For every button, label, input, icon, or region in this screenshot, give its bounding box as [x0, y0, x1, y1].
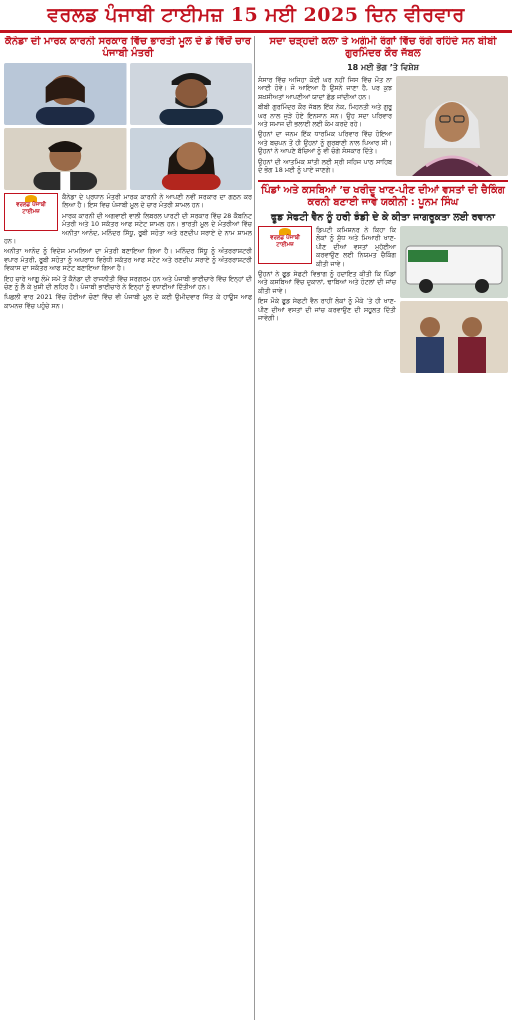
column-divider	[254, 36, 255, 1020]
logo-text: ਵਰਲਡ ਪੰਜਾਬੀ ਟਾਈਮਜ਼	[270, 234, 300, 248]
food-safety-headline: ਪਿੰਡਾਂ ਅਤੇ ਕਸਬਿਆਂ ’ਚ ਖਰੀਦੂ ਖਾਣ-ਪੀਣ ਦੀਆਂ ਵਸਤਾਂ ਦੀ ਚੈਕਿੰਗ ਕਰਨੀ ਬਣਾਈ ਜਾਵੇ ਯਕੀਨੀ : ਪੂਨਮ ਸਿੰਘ	[261, 185, 505, 209]
minister-photo-1	[4, 63, 127, 125]
left-intro: ਕੈਨੇਡਾ ਦੇ ਪ੍ਰਧਾਨ ਮੰਤਰੀ ਮਾਰਕ ਕਾਰਨੀ ਨੇ ਆਪਣੀ ਨਵੀਂ ਸਰਕਾਰ ਦਾ ਗਠਨ ਕਰ ਲਿਆ ਹੈ। ਇਸ ਵਿਚ ਪੰਜਾਬੀ ਮੂਲ ਦੇ ਚਾਰ ਮੰਤਰੀ ਸ਼ਾਮਲ ਹਨ।	[62, 193, 252, 210]
food-safety-paragraph-1: ਡਿਪਟੀ ਕਮਿਸ਼ਨਰ ਨੇ ਕਿਹਾ ਕਿ ਲੋਕਾਂ ਨੂੰ ਸ਼ੁੱਧ ਅਤੇ ਮਿਆਰੀ ਖਾਣ-ਪੀਣ ਦੀਆਂ ਵਸਤਾਂ ਮੁਹੱਈਆ ਕਰਵਾਉਣ ਲਈ ਨਿਯਮਤ ਚੈਕਿੰਗ ਕੀਤੀ ਜਾਵੇ।	[316, 225, 396, 268]
minister-photos	[4, 63, 252, 190]
food-safety-paragraph-3: ਇਸ ਮੌਕੇ ਫੂਡ ਸੇਫਟੀ ਵੈਨ ਰਾਹੀਂ ਲੋਕਾਂ ਨੂੰ ਮੌਕੇ ’ਤੇ ਹੀ ਖਾਣ-ਪੀਣ ਦੀਆਂ ਵਸਤਾਂ ਦੀ ਜਾਂਚ ਕਰਵਾਉਣ ਦੀ ਸਹੂਲਤ ਦਿੱਤੀ ਜਾਵੇਗੀ।	[258, 297, 396, 323]
food-safety-paragraph-2: ਉਹਨਾਂ ਨੇ ਫੂਡ ਸੇਫਟੀ ਵਿਭਾਗ ਨੂੰ ਹਦਾਇਤ ਕੀਤੀ ਕਿ ਪਿੰਡਾਂ ਅਤੇ ਕਸਬਿਆਂ ਵਿੱਚ ਦੁਕਾਨਾਂ, ਢਾਬਿਆਂ ਅਤੇ ਹੋਟਲਾਂ ਦੀ ਜਾਂਚ ਕੀਤੀ ਜਾਵੇ।	[258, 270, 396, 295]
food-safety-article	[258, 180, 508, 322]
masthead	[0, 0, 512, 30]
food-safety-body	[258, 226, 508, 322]
logo-text: ਵਰਲਡ ਪੰਜਾਬੀ ਟਾਈਮਜ਼	[16, 202, 46, 215]
food-van-photo	[400, 226, 508, 298]
left-paragraph-1: ਮਾਰਕ ਕਾਰਨੀ ਦੀ ਅਗਵਾਈ ਵਾਲੀ ਲਿਬਰਲ ਪਾਰਟੀ ਦੀ ਸਰਕਾਰ ਵਿੱਚ 28 ਕੈਬਨਿਟ ਮੰਤਰੀ ਅਤੇ 10 ਸਕੱਤਰ ਆਫ ਸਟੇਟ ਸ਼ਾਮਲ ਹਨ। ਭਾਰਤੀ ਮੂਲ ਦੇ ਮੰਤਰੀਆਂ ਵਿੱਚ ਅਨੀਤਾ ਆਨੰਦ, ਮਨਿੰਦਰ ਸਿੱਧੂ, ਰੂਬੀ ਸਹੋਤਾ ਅਤੇ ਰਣਦੀਪ ਸਰਾਏ ਦੇ ਨਾਮ ਸ਼ਾਮਲ ਹਨ।	[4, 211, 252, 246]
logo-mark	[25, 195, 37, 202]
obituary-portrait	[396, 76, 508, 176]
left-paragraph-2: ਅਨੀਤਾ ਆਨੰਦ ਨੂੰ ਵਿਦੇਸ਼ ਮਾਮਲਿਆਂ ਦਾ ਮੰਤਰੀ ਬਣਾਇਆ ਗਿਆ ਹੈ। ਮਨਿੰਦਰ ਸਿੱਧੂ ਨੂੰ ਅੰਤਰਰਾਸ਼ਟਰੀ ਵਪਾਰ ਮੰਤਰੀ, ਰੂਬੀ ਸਹੋਤਾ ਨੂੰ ਅਪਰਾਧ ਵਿਰੋਧੀ ਸਕੱਤਰ ਆਫ ਸਟੇਟ ਅਤੇ ਰਣਦੀਪ ਸਰਾਏ ਨੂੰ ਅੰਤਰਰਾਸ਼ਟਰੀ ਵਿਕਾਸ ਦਾ ਸਕੱਤਰ ਆਫ ਸਟੇਟ ਬਣਾਇਆ ਗਿਆ ਹੈ।	[4, 247, 252, 273]
obituary-paragraph-2: ਬੀਬੀ ਗੁਰਮਿੰਦਰ ਕੌਰ ਜੱਬਲ ਇੱਕ ਨੇਕ, ਮਿਹਨਤੀ ਅਤੇ ਗੁਰੂ ਘਰ ਨਾਲ ਜੁੜੇ ਹੋਏ ਇਨਸਾਨ ਸਨ। ਉਹ ਸਦਾ ਪਰਿਵਾਰ ਅਤੇ ਸਮਾਜ ਦੀ ਭਲਾਈ ਲਈ ਕੰਮ ਕਰਦੇ ਰਹੇ।	[258, 103, 392, 129]
officials-photo	[400, 301, 508, 373]
obituary-headline: ਸਦਾ ਚੜ੍ਹਦੀ ਕਲਾ ਤੇ ਅਗੰਮੀ ਰੰਗਾਂ ਵਿੱਚ ਰੰਗੇ ਰਹਿੰਦੇ ਸਨ ਬੀਬੀ ਗੁਰਮਿੰਦਰ ਕੌਰ ਜੱਬਲ	[269, 36, 497, 59]
obituary-body	[258, 76, 508, 174]
left-paragraph-3: ਇਹ ਚਾਰੇ ਆਗੂ ਲੰਮੇ ਸਮੇਂ ਤੋਂ ਕੈਨੇਡਾ ਦੀ ਰਾਜਨੀਤੀ ਵਿੱਚ ਸਰਗਰਮ ਹਨ ਅਤੇ ਪੰਜਾਬੀ ਭਾਈਚਾਰੇ ਵਿੱਚ ਇਨ੍ਹਾਂ ਦੀ ਚੋਣ ਨੂੰ ਲੈ ਕੇ ਖੁਸ਼ੀ ਦੀ ਲਹਿਰ ਹੈ। ਪੰਜਾਬੀ ਭਾਈਚਾਰੇ ਨੇ ਇਨ੍ਹਾਂ ਨੂੰ ਵਧਾਈਆਂ ਦਿੱਤੀਆਂ ਹਨ।	[4, 274, 252, 292]
food-safety-photos	[400, 226, 508, 376]
masthead-rule	[0, 30, 512, 33]
right-column	[258, 36, 508, 1020]
obituary-paragraph-1: ਸੰਸਾਰ ਵਿੱਚ ਅਜਿਹਾ ਕੋਈ ਘਰ ਨਹੀਂ ਜਿਸ ਵਿੱਚ ਮੌਤ ਨਾ ਆਈ ਹੋਵੇ। ਜੋ ਆਇਆ ਹੈ ਉਸਨੇ ਜਾਣਾ ਹੈ, ਪਰ ਕੁਝ ਸ਼ਖ਼ਸੀਅਤਾਂ ਆਪਣੀਆਂ ਯਾਦਾਂ ਛੱਡ ਜਾਂਦੀਆਂ ਹਨ।	[258, 76, 392, 101]
left-article	[4, 36, 252, 1020]
minister-photo-2	[130, 63, 253, 125]
newspaper-title: ਵਰਲਡ ਪੰਜਾਬੀ ਟਾਈਮਜ਼ 15 ਮਈ 2025 ਦਿਨ ਵੀਰਵਾਰ	[47, 4, 465, 26]
obituary-paragraph-4: ਉਹਨਾਂ ਦੀ ਆਤਮਿਕ ਸ਼ਾਂਤੀ ਲਈ ਸ੍ਰੀ ਸਹਿਜ ਪਾਠ ਸਾਹਿਬ ਦੇ ਭੋਗ 18 ਮਈ ਨੂੰ ਪਾਏ ਜਾਣਗੇ।	[258, 157, 392, 175]
newspaper-logo-icon	[4, 193, 58, 231]
minister-photo-4	[130, 128, 253, 190]
minister-photo-3	[4, 128, 127, 190]
food-safety-subhead: ਫੂਡ ਸੇਫਟੀ ਵੈਨ ਨੂੰ ਹਰੀ ਝੰਡੀ ਦੇ ਕੇ ਕੀਤਾ ਜਾਗਰੂਕਤਾ ਲਈ ਰਵਾਨਾ	[271, 212, 495, 224]
obituary-subhead: 18 ਮਈ ਭੋਗ ’ਤੇ ਵਿਸ਼ੇਸ਼	[347, 63, 419, 72]
left-headline: ਕੈਨੇਡਾ ਦੀ ਮਾਰਕ ਕਾਰਨੀ ਸਰਕਾਰ ਵਿੱਚ ਭਾਰਤੀ ਮੂਲ ਦੇ ਡੇ ਵਿੱਚੋਂ ਚਾਰ ਪੰਜਾਬੀ ਮੰਤਰੀ	[5, 36, 251, 59]
left-paragraph-4: ਪਿਛਲੀ ਵਾਰ 2021 ਵਿੱਚ ਹੋਈਆਂ ਚੋਣਾਂ ਵਿੱਚ ਵੀ ਪੰਜਾਬੀ ਮੂਲ ਦੇ ਕਈ ਉਮੀਦਵਾਰ ਜਿੱਤ ਕੇ ਹਾਊਸ ਆਫ ਕਾਮਨਜ਼ ਵਿੱਚ ਪਹੁੰਚੇ ਸਨ।	[4, 293, 252, 310]
left-article-body	[4, 193, 252, 310]
obituary-paragraph-3: ਉਹਨਾਂ ਦਾ ਜਨਮ ਇੱਕ ਧਾਰਮਿਕ ਪਰਿਵਾਰ ਵਿੱਚ ਹੋਇਆ ਅਤੇ ਬਚਪਨ ਤੋਂ ਹੀ ਉਹਨਾਂ ਨੂੰ ਗੁਰਬਾਣੀ ਨਾਲ ਪਿਆਰ ਸੀ। ਉਹਨਾਂ ਨੇ ਆਪਣੇ ਬੱਚਿਆਂ ਨੂੰ ਵੀ ਚੰਗੇ ਸੰਸਕਾਰ ਦਿੱਤੇ।	[258, 130, 392, 156]
newspaper-logo-icon-2	[258, 226, 312, 264]
logo-mark	[279, 228, 291, 235]
